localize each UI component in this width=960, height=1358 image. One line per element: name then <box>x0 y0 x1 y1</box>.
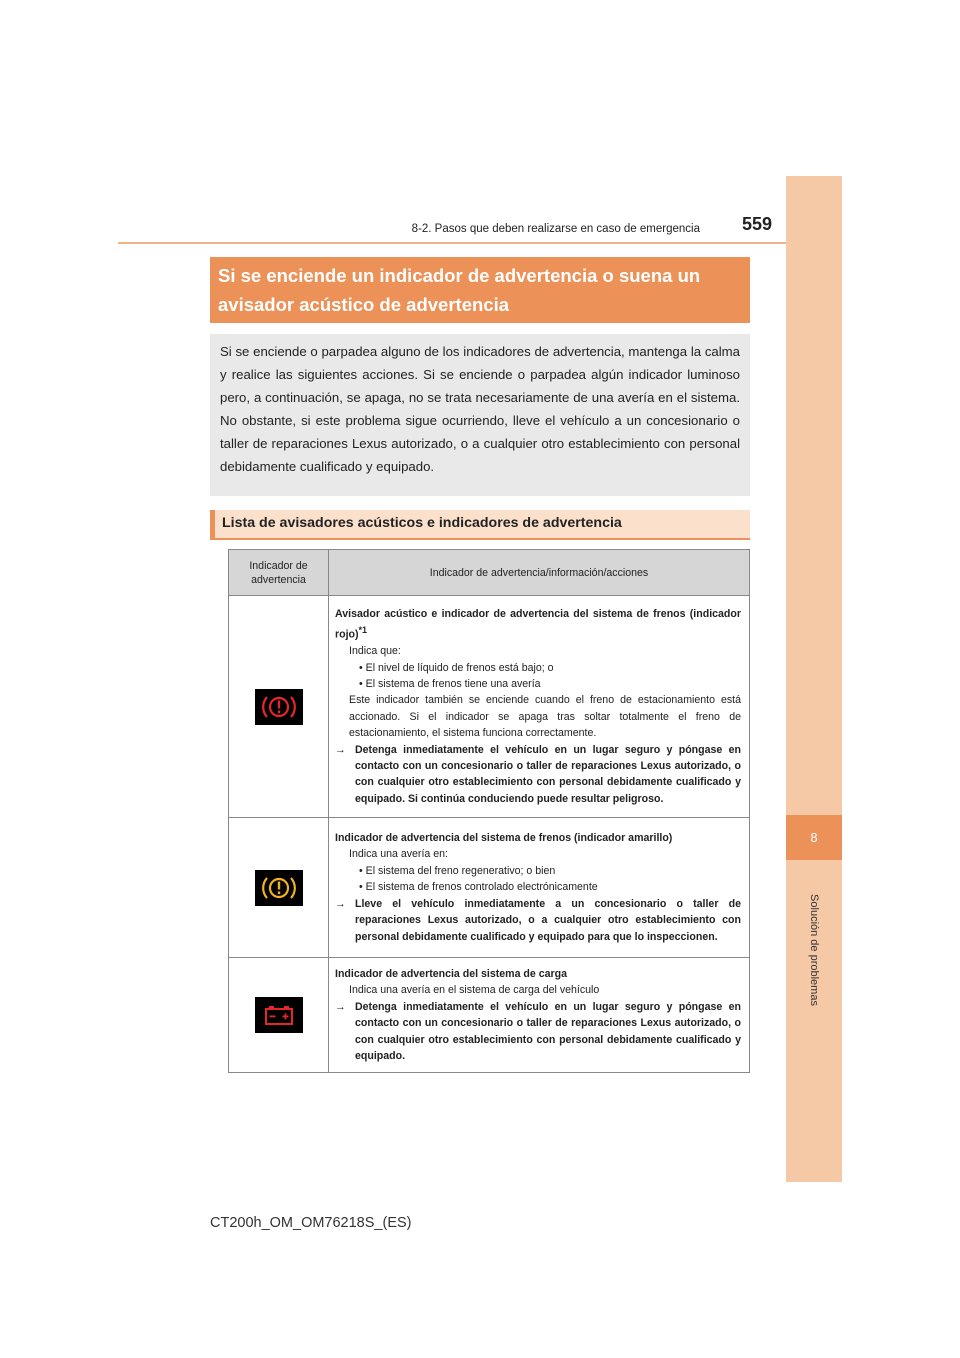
indicator-intro: Indica una avería en: <box>349 848 448 861</box>
battery-charge-warning-icon <box>255 997 303 1033</box>
indicator-note: Este indicador también se enciende cuando el freno de estacionamiento está accionado. Si el indicador se apaga tras soltar totalmente el freno de estacionamiento, el sistema funciona correctamente. <box>349 694 741 740</box>
indicator-intro: Indica que: <box>349 645 401 658</box>
action-text: Lleve el vehículo inmediatamente a un concesionario o taller de reparaciones Lexus autorizado, o a cualquier otro establecimiento con personal debidamente cualificado y equipado para que lo inspeccionen. <box>355 897 741 943</box>
indicator-intro: Indica una avería en el sistema de carga del vehículo <box>349 984 600 997</box>
table-header-row <box>229 550 750 596</box>
arrow-icon: → <box>335 1000 346 1013</box>
arrow-icon: → <box>335 897 346 910</box>
description-cell <box>329 596 750 818</box>
description-cell <box>329 818 750 958</box>
table-row <box>229 596 750 818</box>
indicator-title: Indicador de advertencia del sistema de frenos (indicador amarillo) <box>335 832 673 845</box>
warning-table <box>228 549 750 1073</box>
action-item <box>335 896 741 945</box>
footnote-ref: *1 <box>358 625 368 636</box>
indicator-title: Indicador de advertencia del sistema de carga <box>335 968 567 980</box>
bullet-item: • El sistema de frenos controlado electrónicamente <box>359 881 598 894</box>
description-cell <box>329 958 750 1073</box>
chapter-title: Solución de problemas <box>808 894 820 1006</box>
action-text: Detenga inmediatamente el vehículo en un lugar seguro y póngase en contacto con un concesionario o taller de reparaciones Lexus autorizado, o con cualquier otro establecimiento con personal debidamente cualificado y equipado. Si continúa conduciendo puede resultar peligroso. <box>355 743 741 805</box>
bullet-item: • El nivel de líquido de frenos está bajo; o <box>359 661 554 674</box>
bullet-item: • El sistema del freno regenerativo; o bien <box>359 864 556 877</box>
subsection-banner <box>210 510 750 540</box>
main-title: Si se enciende un indicador de advertencia o suena un avisador acústico de advertencia <box>218 265 701 315</box>
action-item <box>335 999 741 1065</box>
running-header-section: 8-2. Pasos que deben realizarse en caso de emergencia <box>411 223 700 235</box>
brake-warning-red-icon <box>255 689 303 725</box>
indicator-title-text: Avisador acústico e indicador de advertencia del sistema de frenos (indicador rojo) <box>335 607 741 641</box>
header-rule <box>118 242 786 244</box>
chapter-title-tab <box>786 870 842 1030</box>
indicator-title <box>335 606 741 643</box>
indicator-cell <box>229 596 329 818</box>
main-title-banner <box>210 257 750 323</box>
indicator-cell <box>229 818 329 958</box>
chapter-side-strip <box>786 176 842 1182</box>
col-header-indicator: Indicador de advertencia <box>229 550 329 596</box>
action-text: Detenga inmediatamente el vehículo en un lugar seguro y póngase en contacto con un concesionario o taller de reparaciones Lexus autorizado, o con cualquier otro establecimiento con personal debidamente cualificado y equipado. <box>355 1000 741 1063</box>
bullet-item: • El sistema de frenos tiene una avería <box>359 677 541 690</box>
arrow-icon: → <box>335 743 346 756</box>
intro-box <box>210 334 750 496</box>
action-item <box>335 742 741 808</box>
col-header-actions: Indicador de advertencia/información/acciones <box>329 550 750 596</box>
subsection-title: Lista de avisadores acústicos e indicadores de advertencia <box>222 515 622 531</box>
subsection-marker <box>210 510 215 538</box>
page-number: 559 <box>741 214 772 234</box>
intro-text: Si se enciende o parpadea alguno de los indicadores de advertencia, mantenga la calma y realice las siguientes acciones. Si se enciende o parpadea algún indicador luminoso pero, a continuación, se apaga, no se trata necesariamente de una avería en el sistema. No obstante, si este problema sigue ocurriendo, lleve el vehículo a un concesionario o taller de reparaciones Lexus autorizado, o a cualquier otro establecimiento con personal debidamente cualificado y equipado. <box>220 344 740 474</box>
table-row <box>229 818 750 958</box>
brake-warning-amber-icon <box>255 870 303 906</box>
indicator-cell <box>229 958 329 1073</box>
chapter-number-tab: 8 <box>786 815 842 860</box>
table-row <box>229 958 750 1073</box>
footer-doc-code: CT200h_OM_OM76218S_(ES) <box>210 1215 412 1231</box>
